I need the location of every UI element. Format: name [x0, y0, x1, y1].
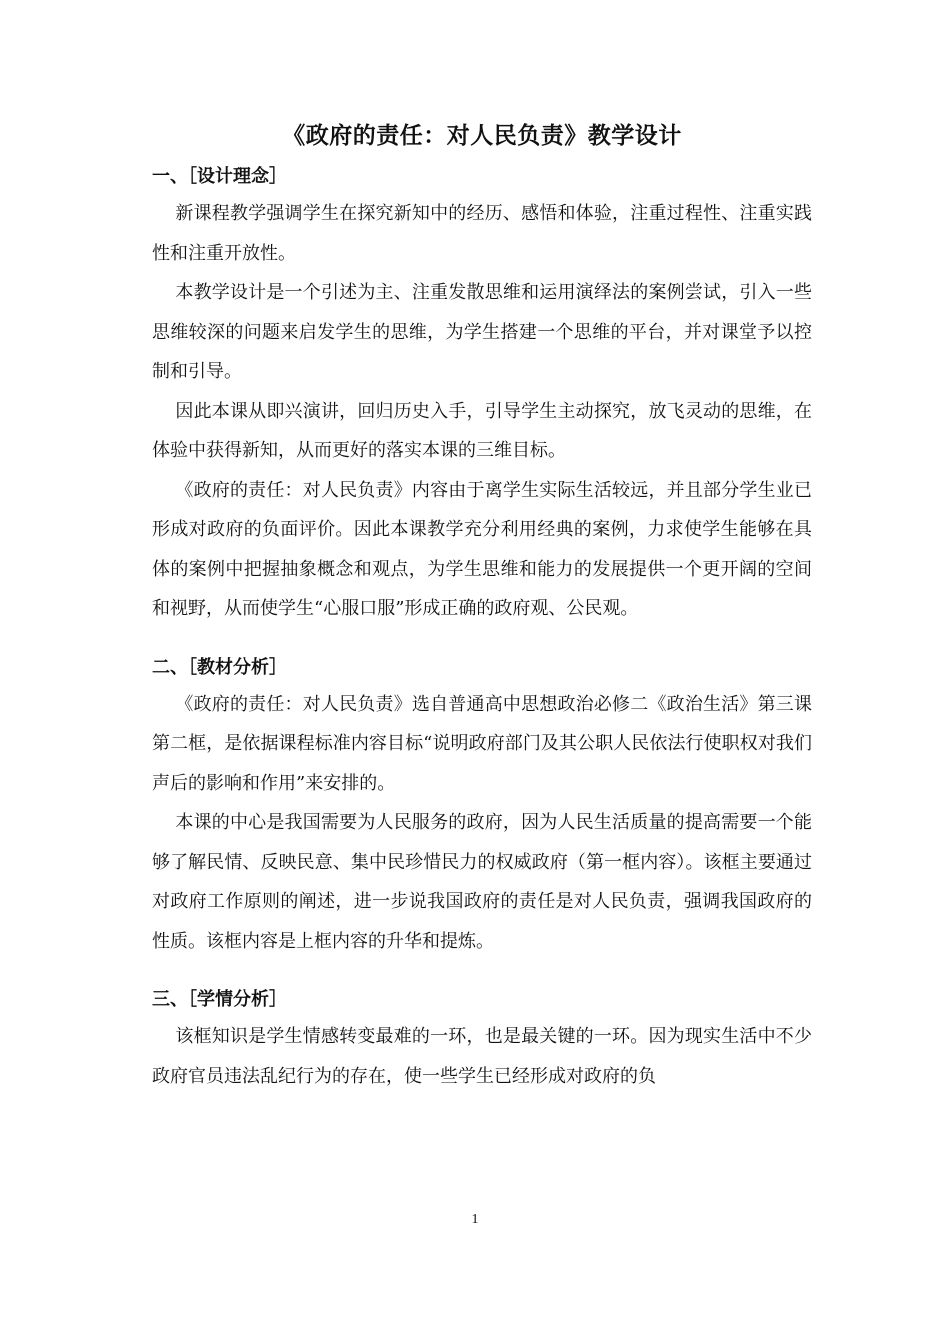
document-title: 《政府的责任：对人民负责》教学设计 — [282, 123, 682, 149]
section-heading-student-analysis: 三、［学情分析］ — [152, 989, 287, 1010]
paragraph: 因此本课从即兴演讲，回归历史入手，引导学生主动探究，放飞灵动的思维，在体验中获得新知，从而更好的落实本课的三维目标。 — [152, 400, 812, 461]
section-spacer — [152, 629, 812, 651]
paragraph: 《政府的责任：对人民负责》内容由于离学生实际生活较远，并且部分学生业已形成对政府的负面评价。因此本课教学充分利用经典的案例，力求使学生能够在具体的案例中把握抽象概念和观点，为学生思维和能力的发展提供一个更开阔的空间和视野，从而使学生“心服口服”形成正确的政府观、公民观。 — [152, 479, 812, 619]
page-number: 1 — [471, 1212, 479, 1227]
section-heading-textbook-analysis: 二、［教材分析］ — [152, 656, 287, 678]
paragraph: 本教学设计是一个引述为主、注重发散思维和运用演绎法的案例尝试，引入一些思维较深的问题来启发学生的思维，为学生搭建一个思维的平台，并对课堂予以控制和引导。 — [152, 282, 812, 382]
section-spacer — [152, 961, 812, 983]
section-heading-design-concept: 一、［设计理念］ — [152, 166, 287, 187]
paragraph: 该框知识是学生情感转变最难的一环，也是最关键的一环。因为现实生活中不少政府官员违法乱纪行为的存在，使一些学生已经形成对政府的负 — [152, 1026, 812, 1087]
paragraph: 新课程教学强调学生在探究新知中的经历、感悟和体验，注重过程性、注重实践性和注重开放性。 — [152, 203, 812, 264]
document-body — [152, 118, 812, 1096]
paragraph: 《政府的责任：对人民负责》选自普通高中思想政治必修二《政治生活》第三课第二框，是依据课程标准内容目标“说明政府部门及其公职人民依法行使职权对我们声后的影响和作用”来安排的。 — [152, 693, 812, 794]
paragraph: 本课的中心是我国需要为人民服务的政府，因为人民生活质量的提高需要一个能够了解民情、反映民意、集中民珍惜民力的权威政府（第一框内容）。该框主要通过对政府工作原则的阐述，进一步说我国政府的责任是对人民负责，强调我国政府的性质。该框内容是上框内容的升华和提炼。 — [152, 812, 812, 952]
